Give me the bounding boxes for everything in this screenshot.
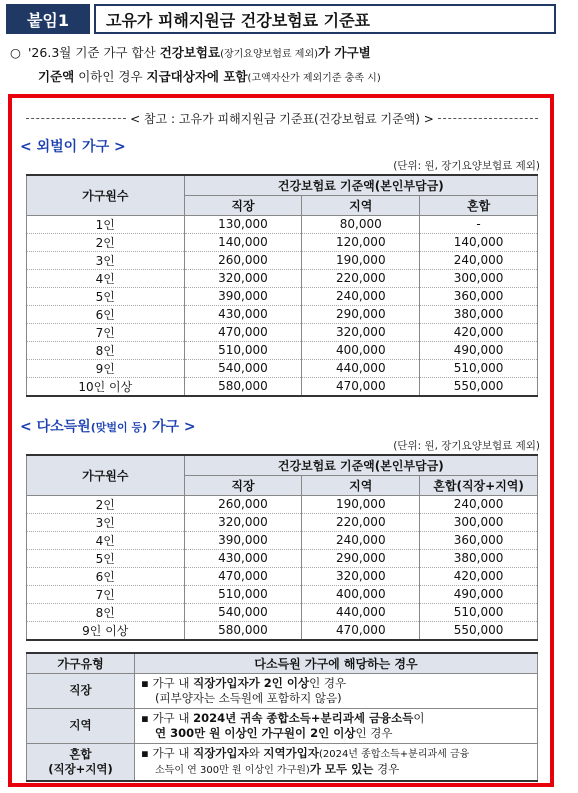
table-row [27,621,538,640]
header-col-work: 직장 [184,195,302,215]
cell-mixed: - [420,215,538,233]
attachment-badge: 붙임1 [6,4,90,34]
cell-mixed: 300,000 [420,513,538,531]
cell-work: 140,000 [184,233,302,251]
cell-work: 580,000 [184,621,302,640]
cell-region: 290,000 [302,305,420,323]
intro-text-1: '26.3월 기준 가구 합산 [28,45,160,60]
case-mixed-text-e: (2024년 종합소득+분리과세 금융 [318,748,470,760]
cell-region: 190,000 [302,495,420,513]
page-header [6,4,556,34]
cell-household-size: 8인 [27,341,185,359]
cell-work: 540,000 [184,359,302,377]
case-desc-work [135,673,538,708]
cell-work: 430,000 [184,305,302,323]
cell-household-size: 9인 [27,359,185,377]
case-work-text-b: 직장가입자가 2인 이상 [193,675,310,690]
table-row [27,549,538,567]
household-type-table [26,652,538,782]
case-mixed-text-h: 경우 [373,761,400,776]
cell-work: 320,000 [184,513,302,531]
multi-income-title [20,416,196,436]
cell-mixed: 360,000 [420,531,538,549]
cell-region: 400,000 [302,341,420,359]
cell-region: 120,000 [302,233,420,251]
single-unit-note: (단위: 원, 장기요양보험료 제외) [393,160,540,172]
cell-mixed: 490,000 [420,341,538,359]
intro-text-5: 기준액 [38,69,75,84]
case-work-text-c: 인 경우 [309,675,347,690]
cell-work: 390,000 [184,531,302,549]
cell-region: 290,000 [302,549,420,567]
cell-mixed: 300,000 [420,269,538,287]
table-row [27,305,538,323]
header-col-region: 지역 [302,195,420,215]
table-row [27,233,538,251]
circle-bullet: ○ [10,45,21,60]
cell-household-size: 4인 [27,269,185,287]
header-col-mixed: 혼합 [420,195,538,215]
cell-mixed: 550,000 [420,621,538,640]
header-household-type: 가구유형 [27,653,135,673]
table-row [27,495,538,513]
cell-work: 130,000 [184,215,302,233]
multi-title-a: < 다소득원 [20,419,91,435]
case-desc-region [135,708,538,743]
cell-region: 240,000 [302,531,420,549]
header-premium-group: 건강보험료 기준액(본인부담금) [184,455,537,475]
cell-work: 580,000 [184,377,302,396]
cell-mixed: 550,000 [420,377,538,396]
cell-work: 510,000 [184,341,302,359]
page-title: 고유가 피해지원금 건강보험료 기준표 [94,4,556,34]
case-mixed-text-f: 소득이 연 300만 원 이상인 가구원) [155,764,310,776]
cell-region: 440,000 [302,603,420,621]
cell-region: 470,000 [302,377,420,396]
cell-household-size: 5인 [27,287,185,305]
cell-work: 430,000 [184,549,302,567]
cell-region: 470,000 [302,621,420,640]
header-household-size: 가구원수 [27,175,185,215]
intro-text-2: 건강보험료 [159,45,221,60]
cell-mixed: 360,000 [420,287,538,305]
header-col-region: 지역 [302,475,420,495]
case-row-region [27,708,538,743]
cell-region: 320,000 [302,323,420,341]
multi-unit-note: (단위: 원, 장기요양보험료 제외) [393,440,540,452]
table-row [27,215,538,233]
table-row [27,377,538,396]
case-type-region: 지역 [27,708,135,743]
case-type-mixed-2: (직장+지역) [48,761,113,776]
case-work-note: (피부양자는 소득원에 포함하지 않음) [155,690,342,705]
reference-title [22,108,542,128]
intro-text-8: (고액자산가 제외기준 충족 시) [247,73,381,84]
multi-income-table [26,454,538,641]
cell-household-size: 9인 이상 [27,621,185,640]
case-mixed-text-g: 가 모두 있는 [309,761,374,776]
multi-title-b: (맞벌이 등) [90,421,148,434]
cell-mixed: 240,000 [420,251,538,269]
cell-region: 440,000 [302,359,420,377]
case-region-text-b: 2024년 귀속 종합소득+분리과세 금융소득 [193,710,414,725]
cell-mixed: 380,000 [420,549,538,567]
case-mixed-text-c: 와 [248,745,264,760]
header-multi-income-cases: 다소득원 가구에 해당하는 경우 [135,653,538,673]
case-desc-mixed [135,743,538,781]
cell-work: 470,000 [184,567,302,585]
cell-region: 400,000 [302,585,420,603]
case-mixed-text-b: 직장가입자 [193,745,249,760]
table-row [27,341,538,359]
single-income-table [26,174,538,397]
case-work-text-a: ▪ 가구 내 [141,675,194,690]
case-region-text-e: 인 경우 [355,725,393,740]
cell-work: 510,000 [184,585,302,603]
cell-region: 320,000 [302,567,420,585]
case-row-work [27,673,538,708]
case-region-text-d: 연 300만 원 이상인 가구원이 2인 이상 [155,725,356,740]
case-type-work: 직장 [27,673,135,708]
cell-mixed: 420,000 [420,323,538,341]
cell-region: 80,000 [302,215,420,233]
cell-mixed: 420,000 [420,567,538,585]
cell-household-size: 3인 [27,513,185,531]
intro-text-4: 가 가구별 [318,45,371,60]
cell-household-size: 2인 [27,233,185,251]
case-row-mixed [27,743,538,781]
table-row [27,531,538,549]
table-row [27,585,538,603]
cell-household-size: 10인 이상 [27,377,185,396]
table-row [27,269,538,287]
cell-household-size: 2인 [27,495,185,513]
case-type-mixed [27,743,135,781]
cell-household-size: 5인 [27,549,185,567]
case-type-mixed-1: 혼합 [69,746,92,761]
intro-text-7: 지급대상자에 포함 [146,69,248,84]
header-premium-group: 건강보험료 기준액(본인부담금) [184,175,537,195]
table-row [27,251,538,269]
case-mixed-text-d: 지역가입자 [263,745,319,760]
case-region-text-a: ▪ 가구 내 [141,710,194,725]
table-row [27,323,538,341]
cell-household-size: 7인 [27,585,185,603]
reference-frame [8,94,554,787]
cell-region: 220,000 [302,513,420,531]
multi-title-c: 가구 > [147,419,196,435]
table-row [27,603,538,621]
cell-mixed: 510,000 [420,359,538,377]
cell-region: 240,000 [302,287,420,305]
header-col-mixed: 혼합(직장+지역) [420,475,538,495]
cell-mixed: 490,000 [420,585,538,603]
cell-household-size: 4인 [27,531,185,549]
table-row [27,567,538,585]
cell-work: 540,000 [184,603,302,621]
table-row [27,513,538,531]
cell-mixed: 240,000 [420,495,538,513]
table-row [27,359,538,377]
intro-paragraph [10,42,566,90]
intro-text-3: (장기요양보험료 제외) [220,49,318,60]
divider-left [26,118,126,119]
cell-region: 190,000 [302,251,420,269]
single-income-title: < 외벌이 가구 > [20,139,126,155]
cell-mixed: 510,000 [420,603,538,621]
cell-work: 470,000 [184,323,302,341]
cell-household-size: 8인 [27,603,185,621]
header-household-size: 가구원수 [27,455,185,495]
cell-work: 260,000 [184,495,302,513]
header-col-work: 직장 [184,475,302,495]
intro-text-6: 이하인 경우 [74,69,147,84]
divider-right [438,118,538,119]
cell-region: 220,000 [302,269,420,287]
reference-title-text: < 참고 : 고유가 피해지원금 기준표(건강보험료 기준액) > [130,111,434,126]
cell-mixed: 140,000 [420,233,538,251]
cell-household-size: 3인 [27,251,185,269]
table-row [27,287,538,305]
cell-work: 260,000 [184,251,302,269]
cell-household-size: 1인 [27,215,185,233]
case-region-text-c: 이 [413,710,425,725]
cell-household-size: 6인 [27,567,185,585]
cell-work: 390,000 [184,287,302,305]
cell-work: 320,000 [184,269,302,287]
cell-household-size: 6인 [27,305,185,323]
cell-mixed: 380,000 [420,305,538,323]
case-mixed-text-a: ▪ 가구 내 [141,745,194,760]
cell-household-size: 7인 [27,323,185,341]
